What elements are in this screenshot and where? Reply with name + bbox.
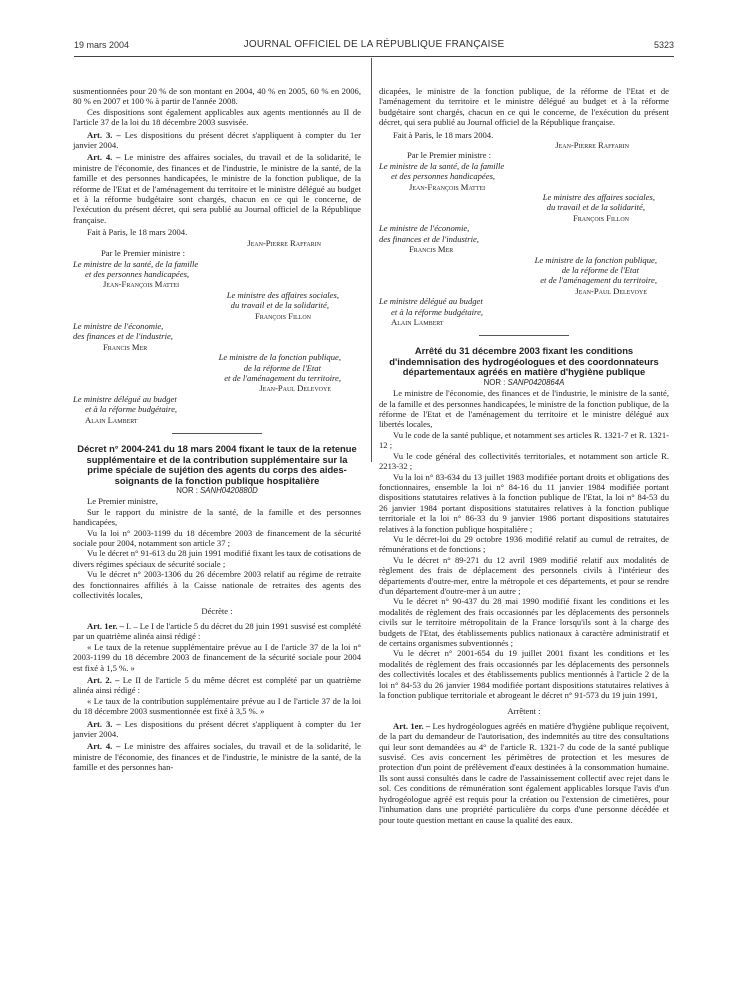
minister-affaires-line2-2: du travail et de la solidarité, <box>546 202 645 213</box>
signature-fillon-2: François Fillon <box>572 212 629 223</box>
minister-fp-line2: de la réforme de l'Etat <box>243 362 321 373</box>
column-divider <box>371 58 372 462</box>
header-rule <box>74 56 674 57</box>
minister-affaires-line2: du travail et de la solidarité, <box>230 300 329 311</box>
minister-fp-line3-2: et de l'aménagement du territoire, <box>540 275 657 286</box>
minister-sante-line1: Le ministre de la santé, de la famille <box>73 258 199 269</box>
journal-title: JOURNAL OFFICIEL DE LA RÉPUBLIQUE FRANÇAISE <box>243 39 505 50</box>
article-1-quote: « Le taux de la retenue supplémentaire prévue au I de l'article 37 de la loi n° 2003-1199 du 18 décembre 2003 de financement de la sécurité sociale pour 2004 est fixé à 1,5 %. » <box>73 641 361 673</box>
minister-fp-line3: et de l'aménagement du territoire, <box>224 372 341 383</box>
article-3-prev: Art. 3. – Les dispositions du présent décret s'appliquent à compter du 1er janvier 2004. <box>73 129 361 151</box>
signature-mattei: Jean-François Mattei <box>103 279 180 290</box>
fait-a-paris-2: Fait à Paris, le 18 mars 2004. <box>393 129 494 140</box>
par-le-premier-ministre: Par le Premier ministre : <box>101 248 186 259</box>
intro-paragraph: susmentionnées pour 20 % de son montant en 2004, 40 % en 2005, 60 % en 2006, 80 % en 2007 et 100 % à partir de l'année 2008. <box>73 86 361 107</box>
minister-affaires-line1-2: Le ministre des affaires sociales, <box>542 192 655 203</box>
article-1: Art. 1er. – I. – Le I de l'article 5 du décret du 28 juin 1991 susvisé est complété par un quatrième alinéa ainsi rédigé : <box>73 620 361 642</box>
minister-economie-line1-2: Le ministre de l'économie, <box>379 223 470 234</box>
sur-le-rapport: Sur le rapport du ministre de la santé, de la famille et des personnes handicapées, <box>73 506 361 528</box>
intro-paragraph-2: Ces dispositions sont également applicables aux agents mentionnés au II de l'article 37 de la loi du 18 décembre 2003 susvisée. <box>73 106 361 128</box>
article-4-prev: Art. 4. – Le ministre des affaires sociales, du travail et de la solidarité, le ministre de l'économie, des finances et de l'industrie, le ministre de la santé, de la famille et des personnes handicapées, le ministre de la fonction publique, de la réforme de l'Etat et de l'aménagement du territoire et le ministre délégué au budget et à la réforme budgétaire sont chargés, chacun en ce qui le concerne, de l'exécution du présent décret, qui sera publié au Journal officiel de la République française. <box>73 152 361 225</box>
signature-lambert: Alain Lambert <box>85 414 138 425</box>
minister-economie-line1: Le ministre de l'économie, <box>73 320 164 331</box>
arretent: Arrêtent : <box>507 706 541 717</box>
signature-delevoye-2: Jean-Paul Delevoye <box>575 285 647 296</box>
signature-mer: Francis Mer <box>103 341 148 352</box>
fait-a-paris: Fait à Paris, le 18 mars 2004. <box>87 227 188 238</box>
minister-budget-line1: Le ministre délégué au budget <box>73 393 177 404</box>
continuation-paragraph: dicapées, le ministre de la fonction publique, de la réforme de l'Etat et de l'aménagement du territoire et le ministre délégué au budget et à la réforme budgétaire sont chargés, chacun en ce qui le concerne, de l'exécution du présent décret, qui sera publié au Journal officiel de la République française. <box>379 86 669 128</box>
minister-affaires-line1: Le ministre des affaires sociales, <box>226 289 339 300</box>
signature-mattei-2: Jean-François Mattei <box>409 181 486 192</box>
minister-fp-line1-2: Le ministre de la fonction publique, <box>534 254 657 265</box>
arrete-preamble: Le ministre de l'économie, des finances et de l'industrie, le ministre de la santé, de la famille et des personnes handicapées, le ministre de la fonction publique, de la réforme de l'Etat et de l'aménagement du territoire et le ministre délégué aux libertés locales, <box>379 388 669 430</box>
article-2: Art. 2. – Le II de l'article 5 du même décret est complété par un quatrième alinéa ainsi rédigé : <box>73 674 361 696</box>
minister-economie-line2: des finances et de l'industrie, <box>73 331 173 342</box>
minister-budget-line1-2: Le ministre délégué au budget <box>379 296 483 307</box>
arrete-title: Arrêté du 31 décembre 2003 fixant les conditions d'indemnisation des hydrogéologues et des coordonnateurs départementaux agréés en matière d'hygiène publique <box>389 345 659 378</box>
arrete-visa-2: Vu le code général des collectivités territoriales, et notamment son article R. 2213-32 ; <box>379 450 669 472</box>
article-3: Art. 3. – Les dispositions du présent décret s'appliquent à compter du 1er janvier 2004. <box>73 718 361 739</box>
right-column <box>379 86 669 825</box>
signature-lambert-2: Alain Lambert <box>391 316 444 327</box>
header-date: 19 mars 2004 <box>74 40 130 50</box>
arrete-article-1: Art. 1er. – Les hydrogéologues agréés en matière d'hygiène publique reçoivent, de la part du demandeur de l'autorisation, des indemnités au titre des consultations qui leur sont demandées au 4° de l'article R. 1321-7 du code de la santé publique susvisé. Ces avis concernent les périmètres de protection et les mesures de protection d'un point de prélèvement d'eaux destinées à la consommation humaine. Ils sont aussi consultés dans le cadre de l'assainissement collectif avec rejet dans le sol. Ces conditions de rémunération sont également applicables lorsque l'avis d'un hydrogéologue agréé est requis pour la création ou l'extension de cimetières, pour l'inhumation dans une propriété particulière du corps d'une personne décédée et pour toute question mettant en cause la qualité des eaux. <box>379 720 669 825</box>
minister-budget-line2: et à la réforme budgétaire, <box>85 404 178 415</box>
minister-sante-line2-2: et des personnes handicapées, <box>391 171 496 182</box>
article-4: Art. 4. – Le ministre des affaires sociales, du travail et de la solidarité, le ministre de l'économie, des finances et de l'industrie, le ministre de la santé, de la famille et des personnes han- <box>73 741 361 773</box>
signature-delevoye: Jean-Paul Delevoye <box>259 383 331 394</box>
minister-economie-line2-2: des finances et de l'industrie, <box>379 233 479 244</box>
decret-title: Décret n° 2004-241 du 18 mars 2004 fixant le taux de la retenue supplémentaire et de la contribution supplémentaire sur la prime spéciale de sujétion des agents du corps des aides-soignants de la fonction publique hospitalière <box>77 443 357 486</box>
signature-prime-minister-2: Jean-Pierre Raffarin <box>555 140 629 151</box>
article-2-quote: « Le taux de la contribution supplémentaire prévue au I de l'article 37 de la loi du 18 décembre 2003 susmentionnée est fixé à 3,5 %. » <box>73 695 361 717</box>
decret-nor: NOR : SANH0420880D <box>176 486 258 495</box>
signature-fillon: François Fillon <box>254 310 311 321</box>
visa-1: Vu la loi n° 2003-1199 du 18 décembre 2003 de financement de la sécurité sociale pour 2004, notamment son article 37 ; <box>73 527 361 549</box>
section-rule <box>172 433 262 434</box>
minister-fp-line2-2: de la réforme de l'Etat <box>561 264 639 275</box>
page-header <box>74 38 674 54</box>
arrete-nor: NOR : SANP0420864A <box>483 377 565 387</box>
signature-mer-2: Francis Mer <box>409 244 454 255</box>
premier-ministre: Le Premier ministre, <box>87 496 158 507</box>
minister-budget-line2-2: et à la réforme budgétaire, <box>391 306 484 317</box>
arrete-visa-4: Vu le décret-loi du 29 octobre 1936 modifié relatif au cumul de retraites, de rémunérations et de fonctions ; <box>379 533 669 555</box>
decrete: Décrète : <box>201 606 233 617</box>
arrete-visa-1: Vu le code de la santé publique, et notamment ses articles R. 1321-7 et R. 1321-12 ; <box>379 429 669 451</box>
arrete-visa-6: Vu le décret n° 90-437 du 28 mai 1990 modifié fixant les conditions et les modalités de règlement des frais occasionnés par les déplacements des personnels civils sur le territoire métropolitain de la France lorsqu'ils sont à la charge des budgets de l'Etat, des établissements publics nationaux à caractère administratif et de certains organismes subventionnés ; <box>379 596 669 648</box>
left-column <box>73 86 361 773</box>
section-rule-2 <box>479 335 569 336</box>
minister-sante-line1-2: Le ministre de la santé, de la famille <box>379 160 505 171</box>
minister-sante-line2: et des personnes handicapées, <box>85 268 190 279</box>
arrete-visa-3: Vu la loi n° 83-634 du 13 juillet 1983 modifiée portant droits et obligations des fonctionnaires, ensemble la loi n° 84-16 du 11 janvier 1984 modifiée portant dispositions statutaires relatives à la fonction publique de l'Etat, la loi n° 84-53 du 26 janvier 1984 portant dispositions statutaires relatives à la fonction publique territoriale et la loi n° 86-33 du 9 janvier 1986 portant dispositions statutaires relatives à la fonction publique hospitalière ; <box>379 471 669 534</box>
page-number: 5323 <box>653 40 674 50</box>
visa-3: Vu le décret n° 2003-1306 du 26 décembre 2003 relatif au régime de retraite des fonctionnaires affiliés à la Caisse nationale de retraites des agents des collectivités locales, <box>73 569 361 601</box>
visa-2: Vu le décret n° 91-613 du 28 juin 1991 modifié fixant les taux de cotisations de divers régimes spéciaux de sécurité sociale ; <box>73 548 361 569</box>
par-le-premier-ministre-2: Par le Premier ministre : <box>407 150 492 161</box>
arrete-visa-5: Vu le décret n° 89-271 du 12 avril 1989 modifié relatif aux modalités de règlement des frais de déplacement des personnels civils à l'intérieur des départements d'outre-mer, entre la métropole et ces départements, et pour se rendre d'un département d'outre-mer à un autre ; <box>379 554 669 596</box>
signature-prime-minister: Jean-Pierre Raffarin <box>247 237 321 248</box>
arrete-visa-7: Vu le décret n° 2001-654 du 19 juillet 2001 fixant les conditions et les modalités de règlement des frais occasionnés par les déplacements des personnels des collectivités locales et des établissements publics mentionnés à l'article 2 de la loi n° 84-53 du 26 janvier 1984 modifiée portant dispositions statutaires relatives à la fonction publique territoriale et abrogeant le décret n° 91-573 du 19 juin 1991, <box>379 648 669 701</box>
minister-fp-line1: Le ministre de la fonction publique, <box>218 352 341 363</box>
